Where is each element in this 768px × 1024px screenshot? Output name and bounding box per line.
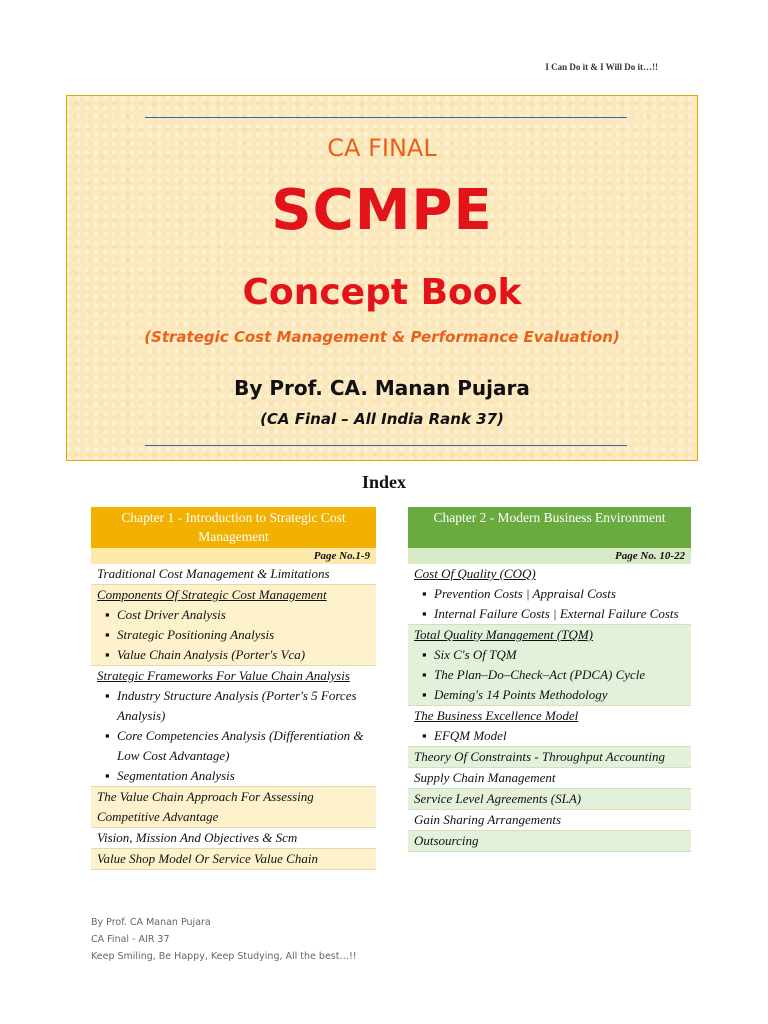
cover-ca-final: CA FINAL	[327, 134, 437, 162]
subtopic: ▪ Strategic Positioning Analysis	[97, 625, 370, 645]
chapter1-topic: The Value Chain Approach For Assessing Competitive Advantage	[91, 787, 376, 828]
subtopic: ▪ Segmentation Analysis	[97, 766, 370, 786]
cover-title: SCMPE	[271, 178, 493, 243]
cover-bottom-rule	[145, 445, 627, 446]
footer-author: By Prof. CA Manan Pujara	[91, 917, 211, 928]
topic-title: Components Of Strategic Cost Management	[97, 587, 327, 602]
page-footer	[91, 914, 357, 965]
chapter1-topic	[91, 666, 376, 787]
chapter1-topic: Vision, Mission And Objectives & Scm	[91, 828, 376, 849]
subtopic: ▪ The Plan–Do–Check–Act (PDCA) Cycle	[414, 665, 685, 685]
chapter2-topic: Service Level Agreements (SLA)	[408, 789, 691, 810]
topic-title: Cost Of Quality (COQ)	[414, 566, 536, 581]
chapter1-topic: Value Shop Model Or Service Value Chain	[91, 849, 376, 870]
cover-author: By Prof. CA. Manan Pujara	[234, 376, 530, 400]
topic-title: Strategic Frameworks For Value Chain Analysis	[97, 668, 350, 683]
chapter1-column	[91, 507, 376, 870]
chapter2-topic: Supply Chain Management	[408, 768, 691, 789]
subtopic: ▪ Deming's 14 Points Methodology	[414, 685, 685, 705]
subtopic: ▪ Industry Structure Analysis (Porter's 5 Forces Analysis)	[97, 686, 370, 726]
subtopic: ▪ Six C's Of TQM	[414, 645, 685, 665]
chapter2-header: Chapter 2 - Modern Business Environment	[408, 507, 691, 548]
chapter2-column	[408, 507, 691, 852]
topic-title: The Business Excellence Model	[414, 708, 579, 723]
subtopic: ▪ Prevention Costs | Appraisal Costs	[414, 584, 685, 604]
index-title: Index	[361, 472, 406, 492]
subtopic: ▪ Value Chain Analysis (Porter's Vca)	[97, 645, 370, 665]
chapter2-pages: Page No. 10-22	[408, 548, 691, 564]
chapter2-topic: Outsourcing	[408, 831, 691, 852]
chapter1-topic	[91, 585, 376, 666]
chapter1-pages: Page No.1-9	[91, 548, 376, 564]
topic-title: Total Quality Management (TQM)	[414, 627, 593, 642]
cover-concept-book: Concept Book	[242, 272, 522, 313]
chapter2-topic: Theory Of Constraints - Throughput Accounting	[408, 747, 691, 768]
subtopic: ▪ Internal Failure Costs | External Failure Costs	[414, 604, 685, 624]
cover-rank: (CA Final – All India Rank 37)	[260, 410, 504, 428]
chapter2-topic	[408, 706, 691, 747]
cover-banner	[66, 95, 698, 461]
footer-message: Keep Smiling, Be Happy, Keep Studying, All the best…!!	[91, 951, 357, 962]
chapter2-topic: Gain Sharing Arrangements	[408, 810, 691, 831]
footer-rank: CA Final - AIR 37	[91, 934, 170, 945]
subtopic: ▪ Cost Driver Analysis	[97, 605, 370, 625]
subtopic: ▪ Core Competencies Analysis (Differentiation & Low Cost Advantage)	[97, 726, 370, 766]
chapter2-topic	[408, 564, 691, 625]
chapter1-topic: Traditional Cost Management & Limitations	[91, 564, 376, 585]
cover-subtitle: (Strategic Cost Management & Performance Evaluation)	[144, 328, 620, 346]
chapter1-header: Chapter 1 - Introduction to Strategic Cost Management	[91, 507, 376, 548]
chapter2-topic	[408, 625, 691, 706]
header-motto: I Can Do it & I Will Do it…!!	[545, 62, 658, 72]
subtopic: ▪ EFQM Model	[414, 726, 685, 746]
cover-top-rule	[145, 117, 627, 118]
